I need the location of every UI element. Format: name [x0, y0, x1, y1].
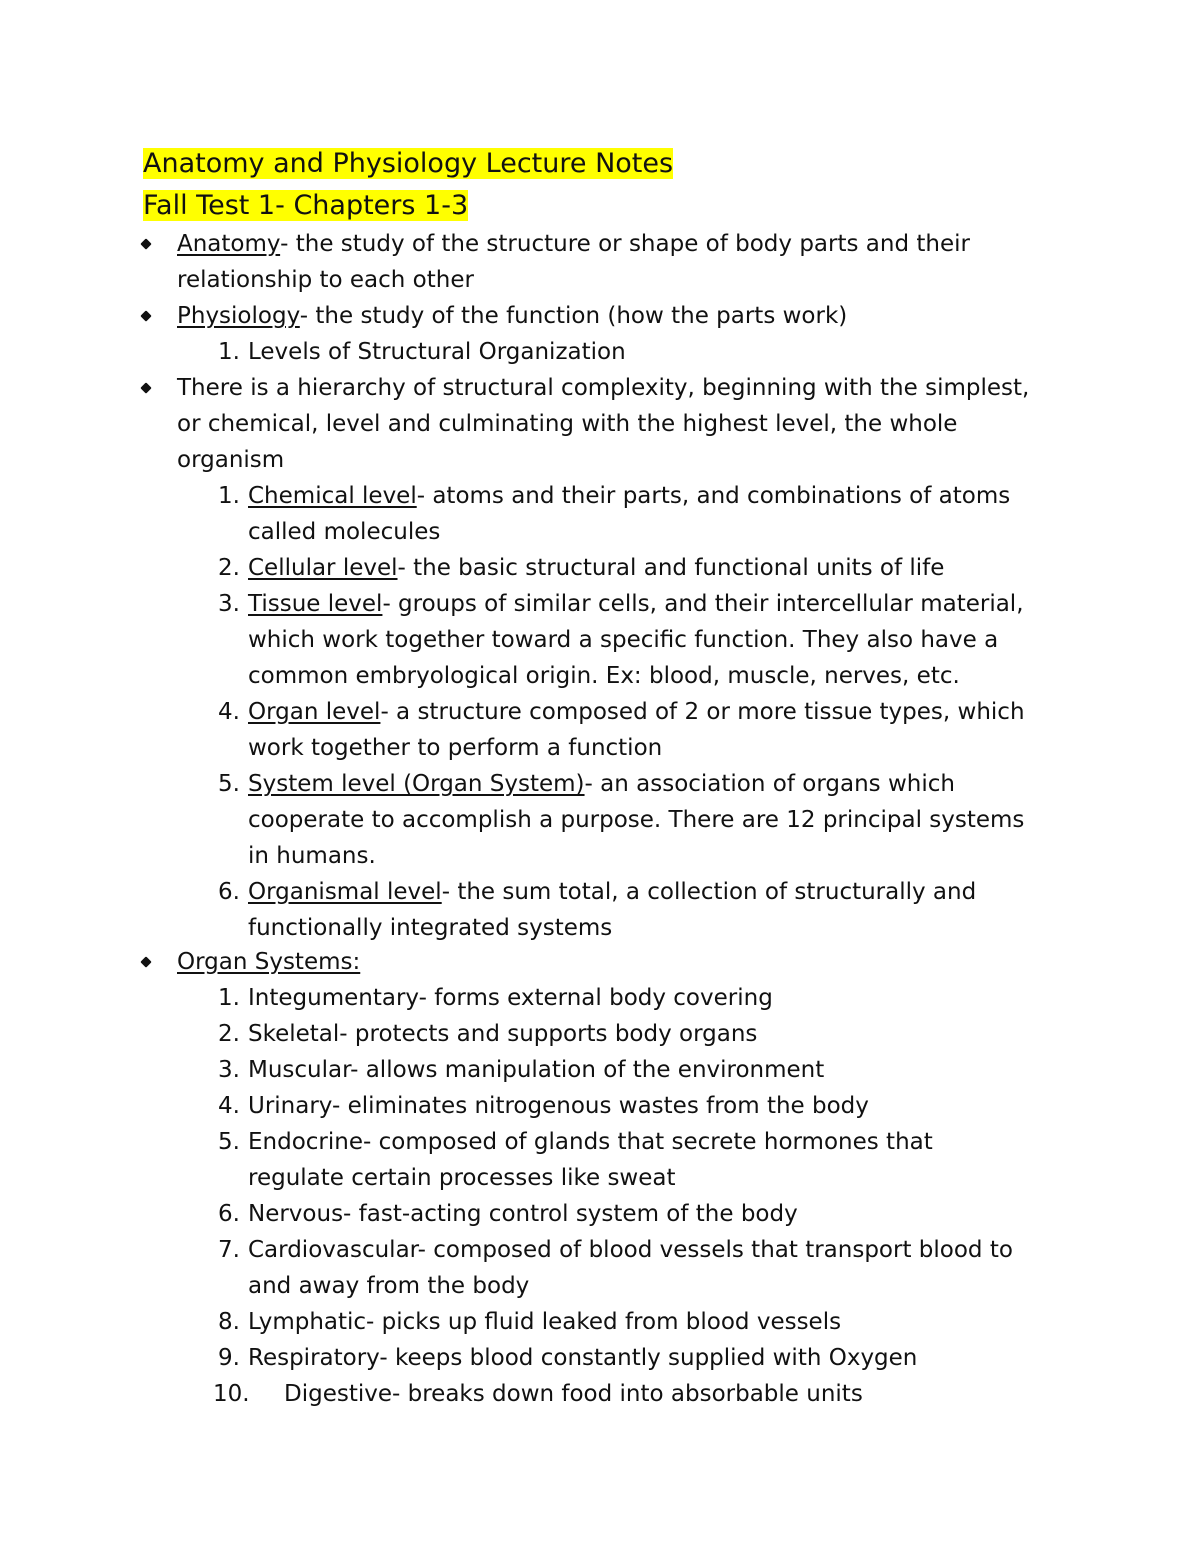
system-text: Integumentary- forms external body covering — [248, 985, 773, 1011]
system-number: 9. — [218, 1345, 240, 1371]
anatomy-definition: - the study of the structure or shape of body parts and their — [280, 231, 970, 257]
level-item — [0, 550, 1200, 586]
level-definition: - atoms and their parts, and combinations of atoms — [416, 483, 1011, 509]
physiology-definition: - the study of the function (how the parts work) — [299, 303, 848, 329]
hierarchy-line-2: or chemical, level and culminating with the highest level, the whole — [177, 411, 958, 437]
level-text — [248, 874, 976, 910]
level-term: Organ level — [248, 699, 381, 725]
level-term: Organismal level — [248, 879, 442, 905]
level-text — [248, 550, 944, 586]
bullet-icon — [140, 382, 152, 394]
hierarchy-line-1: There is a hierarchy of structural complexity, beginning with the simplest, — [177, 375, 1030, 401]
term-anatomy: Anatomy — [177, 231, 281, 257]
system-text: Cardiovascular- composed of blood vessels that transport blood to — [248, 1237, 1013, 1263]
section-number: 1. — [218, 339, 240, 365]
system-item — [0, 1124, 1200, 1160]
level-definition: - groups of similar cells, and their intercellular material, — [382, 591, 1024, 617]
bullet-physiology — [0, 298, 1200, 334]
level-continuation: in humans. — [248, 843, 376, 869]
system-number: 8. — [218, 1309, 240, 1335]
term-organ-systems: Organ Systems: — [177, 949, 361, 975]
level-text — [248, 766, 955, 802]
system-number: 6. — [218, 1201, 240, 1227]
term-physiology: Physiology — [177, 303, 300, 329]
bullet-physiology-text — [177, 298, 847, 334]
level-number: 3. — [218, 591, 240, 617]
system-number: 7. — [218, 1237, 240, 1263]
system-text: Urinary- eliminates nitrogenous wastes from the body — [248, 1093, 869, 1119]
level-number: 4. — [218, 699, 240, 725]
system-text: Endocrine- composed of glands that secrete hormones that — [248, 1129, 933, 1155]
level-term: Tissue level — [248, 591, 383, 617]
level-definition: - the basic structural and functional units of life — [397, 555, 945, 581]
system-item — [0, 1052, 1200, 1088]
system-text: Digestive- breaks down food into absorbable units — [284, 1381, 863, 1407]
title-highlight: Anatomy and Physiology Lecture Notes — [143, 148, 674, 179]
level-continuation: work together to perform a function — [248, 735, 663, 761]
bullet-anatomy — [0, 226, 1200, 262]
level-term: Cellular level — [248, 555, 398, 581]
level-continuation: called molecules — [248, 519, 441, 545]
bullet-anatomy-text — [177, 226, 970, 262]
system-continuation: and away from the body — [248, 1273, 530, 1299]
level-item — [0, 874, 1200, 910]
level-continuation: common embryological origin. Ex: blood, muscle, nerves, etc. — [248, 663, 960, 689]
level-definition: - a structure composed of 2 or more tissue types, which — [380, 699, 1025, 725]
level-text — [248, 694, 1025, 730]
bullet-anatomy-continuation: relationship to each other — [177, 267, 474, 293]
document-subtitle — [143, 188, 468, 224]
system-text: Lymphatic- picks up fluid leaked from blood vessels — [248, 1309, 842, 1335]
hierarchy-line-3: organism — [177, 447, 285, 473]
level-continuation: which work together toward a specific function. They also have a — [248, 627, 999, 653]
system-item — [0, 1232, 1200, 1268]
section-levels-heading — [0, 334, 1200, 370]
system-number: 10. — [213, 1381, 250, 1407]
level-term: Chemical level — [248, 483, 417, 509]
level-definition: - the sum total, a collection of structurally and — [441, 879, 977, 905]
level-item — [0, 478, 1200, 514]
level-item — [0, 694, 1200, 730]
system-item — [0, 1304, 1200, 1340]
bullet-icon — [140, 956, 152, 968]
system-item — [0, 1016, 1200, 1052]
level-number: 1. — [218, 483, 240, 509]
section-title: Levels of Structural Organization — [248, 339, 626, 365]
level-text — [248, 478, 1010, 514]
system-item — [0, 980, 1200, 1016]
subtitle-highlight: Fall Test 1- Chapters 1-3 — [143, 190, 469, 221]
system-text: Respiratory- keeps blood constantly supplied with Oxygen — [248, 1345, 918, 1371]
document-title — [143, 146, 673, 182]
bullet-hierarchy — [0, 370, 1200, 406]
level-definition: - an association of organs which — [584, 771, 955, 797]
level-number: 5. — [218, 771, 240, 797]
system-number: 1. — [218, 985, 240, 1011]
system-number: 2. — [218, 1021, 240, 1047]
system-item — [0, 1196, 1200, 1232]
level-text — [248, 586, 1024, 622]
system-number: 5. — [218, 1129, 240, 1155]
system-item — [0, 1088, 1200, 1124]
level-number: 2. — [218, 555, 240, 581]
system-continuation: regulate certain processes like sweat — [248, 1165, 676, 1191]
level-continuation: cooperate to accomplish a purpose. There are 12 principal systems — [248, 807, 1025, 833]
level-item — [0, 586, 1200, 622]
bullet-icon — [140, 310, 152, 322]
system-text: Skeletal- protects and supports body organs — [248, 1021, 758, 1047]
level-continuation: functionally integrated systems — [248, 915, 613, 941]
system-text: Muscular- allows manipulation of the environment — [248, 1057, 825, 1083]
level-item — [0, 766, 1200, 802]
level-number: 6. — [218, 879, 240, 905]
system-item — [0, 1340, 1200, 1376]
system-number: 3. — [218, 1057, 240, 1083]
system-text: Nervous- fast-acting control system of the body — [248, 1201, 798, 1227]
level-term: System level (Organ System) — [248, 771, 585, 797]
bullet-organ-systems — [0, 944, 1200, 980]
system-item — [0, 1376, 1200, 1412]
system-number: 4. — [218, 1093, 240, 1119]
bullet-icon — [140, 238, 152, 250]
